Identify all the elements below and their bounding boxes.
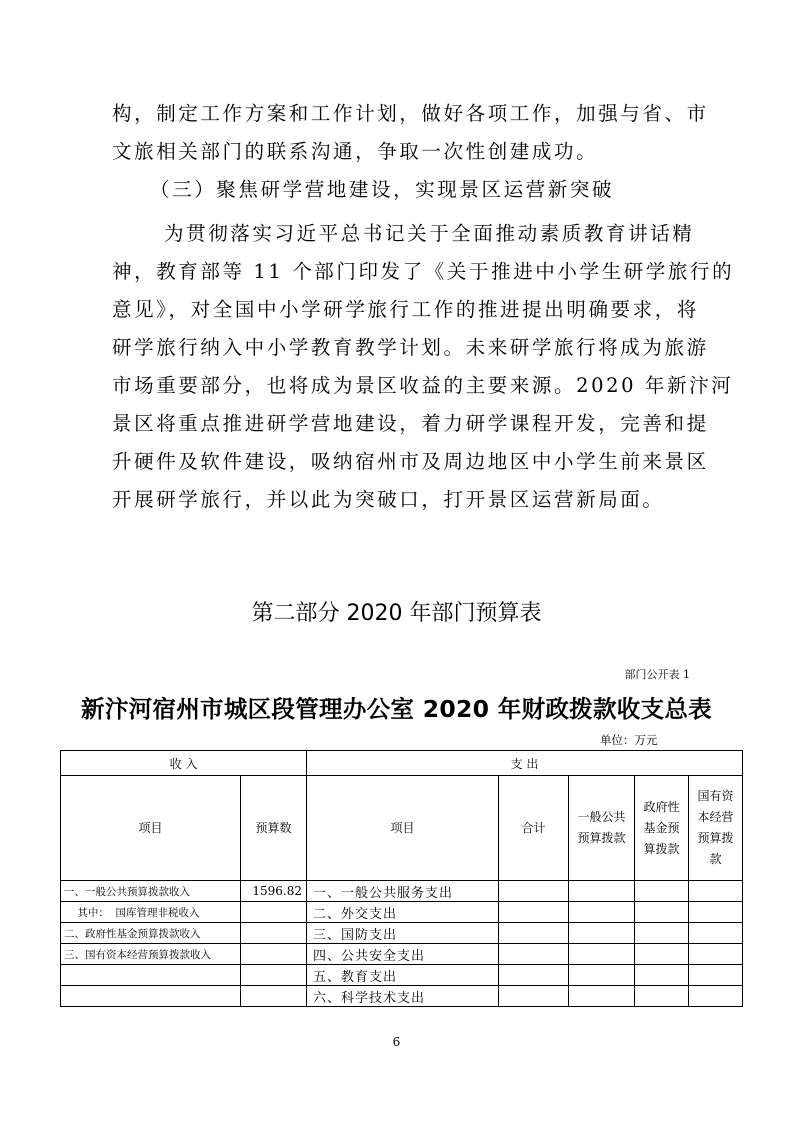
- cell-fund: [635, 965, 689, 986]
- expense-item: 六、科学技术支出: [307, 986, 499, 1007]
- income-item: 二、政府性基金预算拨款收入: [61, 923, 241, 944]
- page-number: 6: [392, 1035, 401, 1049]
- col-state-label: 国有资本经营预算拨款: [697, 789, 734, 866]
- cell-fund: [635, 986, 689, 1007]
- text-line: 景区将重点推进研学营地建设，着力研学课程开发，完善和提: [112, 412, 709, 435]
- paragraph-research-camp: [112, 215, 735, 519]
- income-header: 收 入: [61, 751, 307, 776]
- cell-fund: [635, 881, 689, 902]
- cell-state: [689, 986, 743, 1007]
- income-item: [61, 965, 241, 986]
- cell-total: [499, 902, 569, 923]
- income-item: 一、一般公共预算拨款收入: [61, 881, 241, 902]
- paragraph-continued: [112, 95, 709, 171]
- text-line: 意见》，对全国中小学研学旅行工作的推进提出明确要求，将: [112, 298, 699, 321]
- income-amount: [241, 944, 307, 965]
- unit-label: 单位：万元: [600, 733, 658, 747]
- income-item: 三、国有资本经营预算拨款收入: [61, 944, 241, 965]
- cell-general: [569, 944, 635, 965]
- expense-item: 五、教育支出: [307, 965, 499, 986]
- section-heading: （三）聚焦研学营地建设，实现景区运营新突破: [150, 178, 615, 201]
- income-item: 其中： 国库管理非税收入: [61, 902, 241, 923]
- cell-fund: [635, 944, 689, 965]
- col-item: 项目: [61, 776, 241, 881]
- col-fund: [635, 776, 689, 881]
- col-fund-label: 政府性基金预算拨款: [643, 799, 680, 856]
- col-general: [569, 776, 635, 881]
- col-general-label: 一般公共预算拨款: [577, 810, 626, 845]
- cell-state: [689, 923, 743, 944]
- cell-total: [499, 881, 569, 902]
- cell-state: [689, 944, 743, 965]
- cell-state: [689, 881, 743, 902]
- table-row: [61, 944, 743, 965]
- table-row: [61, 965, 743, 986]
- expense-header: 支 出: [307, 751, 743, 776]
- text-line: 市场重要部分，也将成为景区收益的主要来源。2020 年新汴河: [112, 374, 734, 397]
- part-title: 第二部分 2020 年部门预算表: [251, 601, 542, 626]
- cell-general: [569, 986, 635, 1007]
- income-amount: [241, 965, 307, 986]
- cell-state: [689, 965, 743, 986]
- text-line: 开展研学旅行，并以此为突破口，打开景区运营新局面。: [112, 488, 665, 511]
- expense-item: 二、外交支出: [307, 902, 499, 923]
- cell-total: [499, 944, 569, 965]
- table-row: [61, 923, 743, 944]
- budget-table: [60, 750, 743, 1007]
- text-line: 研学旅行纳入中小学教育教学计划。未来研学旅行将成为旅游: [112, 336, 709, 359]
- col-budget: 预算数: [241, 776, 307, 881]
- cell-general: [569, 965, 635, 986]
- cell-total: [499, 986, 569, 1007]
- cell-general: [569, 881, 635, 902]
- text-line: 构，制定工作方案和工作计划，做好各项工作，加强与省、市: [112, 102, 709, 125]
- table-row: [61, 881, 743, 902]
- text-line: 文旅相关部门的联系沟通，争取一次性创建成功。: [112, 140, 599, 163]
- income-amount: [241, 902, 307, 923]
- cell-fund: [635, 902, 689, 923]
- col-state: [689, 776, 743, 881]
- col-total: 合计: [499, 776, 569, 881]
- table-header-row: [61, 751, 743, 776]
- table-row: [61, 902, 743, 923]
- cell-total: [499, 923, 569, 944]
- expense-item: 四、公共安全支出: [307, 944, 499, 965]
- cell-fund: [635, 923, 689, 944]
- income-amount: 1596.82: [241, 881, 307, 902]
- table-number: 部门公开表 1: [624, 668, 690, 681]
- column-header-row: [61, 776, 743, 881]
- cell-general: [569, 923, 635, 944]
- cell-total: [499, 965, 569, 986]
- income-amount: [241, 923, 307, 944]
- table-title: 新汴河宿州市城区段管理办公室 2020 年财政拨款收支总表: [81, 695, 712, 723]
- text-line: 神，教育部等 11 个部门印发了《关于推进中小学生研学旅行的: [112, 260, 735, 283]
- text-line: 升硬件及软件建设，吸纳宿州市及周边地区中小学生前来景区: [112, 450, 709, 473]
- cell-general: [569, 902, 635, 923]
- cell-state: [689, 902, 743, 923]
- income-item: [61, 986, 241, 1007]
- expense-item: 一、一般公共服务支出: [307, 881, 499, 902]
- col-exp-item: 项目: [307, 776, 499, 881]
- text-line: 为贯彻落实习近平总书记关于全面推动素质教育讲话精: [164, 222, 695, 245]
- income-amount: [241, 986, 307, 1007]
- table-row: [61, 986, 743, 1007]
- expense-item: 三、国防支出: [307, 923, 499, 944]
